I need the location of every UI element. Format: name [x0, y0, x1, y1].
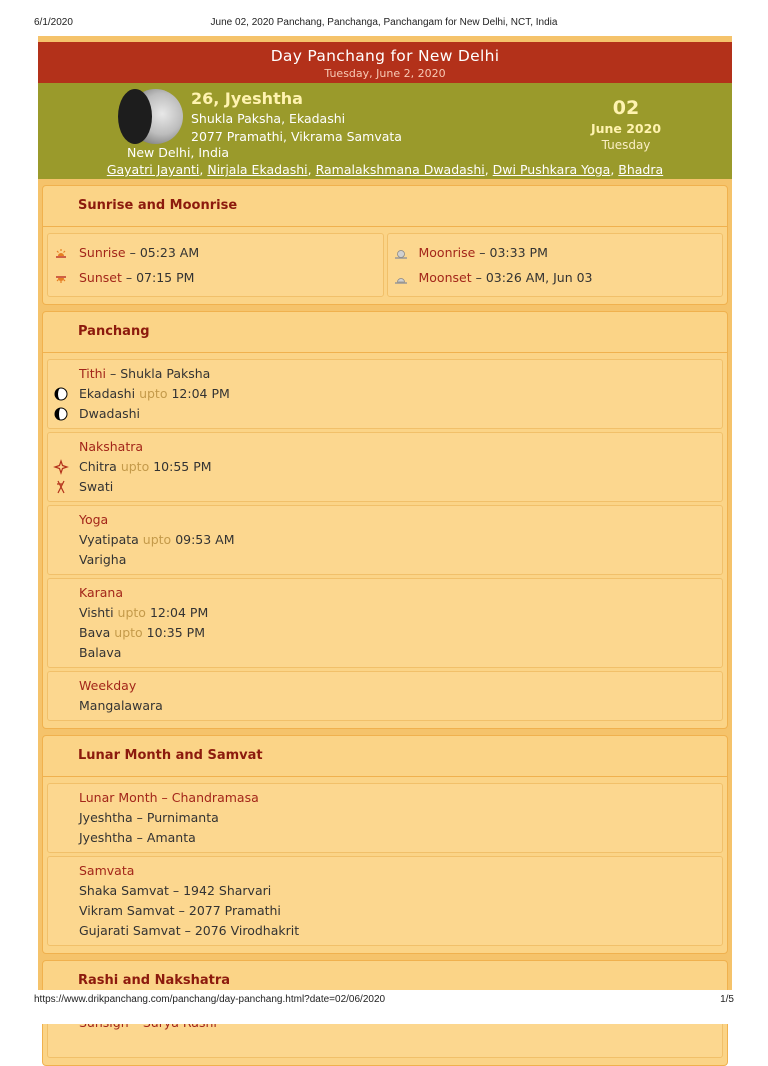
section-heading: Rashi and Nakshatra: [43, 961, 727, 1002]
panchang-card: [42, 311, 728, 729]
yoga-box: [47, 505, 723, 575]
spacer-row: [48, 1033, 722, 1053]
samvata-label: Samvata: [79, 863, 135, 878]
nakshatra-row: [48, 457, 722, 477]
title-band: [38, 42, 732, 83]
weekday-row: [48, 696, 722, 716]
gujarati-row: Gujarati Samvat – 2076 Virodhakrit: [79, 923, 300, 938]
festival-link[interactable]: Nirjala Ekadashi: [207, 162, 308, 177]
upto-text: upto: [117, 605, 146, 620]
summary-paksha: Shukla Paksha, Ekadashi: [191, 111, 346, 126]
karana-box: [47, 578, 723, 668]
vikram-row: Vikram Samvat – 2077 Pramathi: [79, 903, 281, 918]
nakshatra-box: [47, 432, 723, 502]
yoga-row: [48, 530, 722, 550]
karana-row: [48, 623, 722, 643]
moonset-row: Moonset – 03:26 AM, Jun 03: [388, 265, 723, 290]
samvata-box: [47, 856, 723, 946]
nakshatra-heading-row: [48, 437, 722, 457]
tithi-label: Tithi: [79, 366, 107, 381]
yoga-end-time: 09:53 AM: [175, 532, 235, 547]
purnimanta-label: Purnimanta: [146, 810, 219, 825]
yoga-name: Varigha: [79, 552, 127, 567]
yoga-row: [48, 550, 722, 570]
lunar-month-heading-row: Lunar Month – Chandramasa: [79, 790, 259, 805]
moonrise-time: 03:33 PM: [489, 245, 548, 260]
festival-link[interactable]: Ramalakshmana Dwadashi: [315, 162, 485, 177]
sunset-time: 07:15 PM: [136, 270, 195, 285]
moonset-time: 03:26 AM, Jun 03: [485, 270, 593, 285]
section-heading: Lunar Month and Samvat: [43, 736, 727, 777]
weekday-name: Mangalawara: [79, 698, 163, 713]
summary-samvata: 2077 Pramathi, Vikrama Samvata: [191, 129, 402, 144]
panchang-page: [38, 36, 732, 990]
sunrise-time: 05:23 AM: [139, 245, 200, 260]
karana-end-time: 10:35 PM: [146, 625, 205, 640]
festival-link[interactable]: Bhadra: [618, 162, 664, 177]
shaka-row: Shaka Samvat – 1942 Sharvari: [79, 883, 272, 898]
page-title: Day Panchang for New Delhi: [270, 47, 500, 65]
tithi-row: [48, 384, 722, 404]
nakshatra-end-time: 10:55 PM: [153, 459, 212, 474]
karana-name: Bava: [79, 625, 111, 640]
sunrise-row: Sunrise – 05:23 AM: [48, 240, 383, 265]
karana-end-time: 12:04 PM: [149, 605, 209, 620]
yoga-name: Vyatipata: [79, 532, 139, 547]
lunar-month-box: [47, 783, 723, 853]
lunar-month-label: Lunar Month: [79, 790, 158, 805]
sunset-row: Sunset – 07:15 PM: [48, 265, 383, 290]
nakshatra-label: Nakshatra: [79, 439, 144, 454]
summary-band: [38, 83, 732, 179]
sunrise-label: Sunrise: [79, 245, 126, 260]
summary-location: New Delhi, India: [127, 145, 230, 160]
section-heading: Sunrise and Moonrise: [43, 186, 727, 227]
vikram-value: 2077 Pramathi: [188, 903, 281, 918]
karana-row: [48, 603, 722, 623]
yoga-heading-row: [48, 510, 722, 530]
samvata-heading-row: [48, 861, 722, 881]
moon-box: [387, 233, 724, 297]
gujarati-label: Gujarati Samvat: [79, 923, 181, 938]
print-header: [0, 0, 768, 34]
festival-link[interactable]: Dwi Pushkara Yoga: [492, 162, 611, 177]
karana-row: [48, 643, 722, 663]
tithi-name: Ekadashi: [79, 386, 136, 401]
purnimanta-month: Jyeshtha: [79, 810, 133, 825]
sun-box: [47, 233, 384, 297]
moonset-label: Moonset: [418, 270, 472, 285]
print-footer: [0, 990, 768, 1024]
tithi-paksha: Shukla Paksha: [120, 366, 211, 381]
print-title: June 02, 2020 Panchang, Panchanga, Panchangam for New Delhi, NCT, India: [210, 17, 558, 28]
upto-text: upto: [142, 532, 172, 547]
moonset-icon: [394, 271, 408, 285]
crescent-moon-icon: [54, 407, 68, 421]
amanta-month: Jyeshtha: [79, 830, 133, 845]
tithi-row: [48, 404, 722, 424]
shaka-value: 1942 Sharvari: [183, 883, 272, 898]
weekday-heading-row: [48, 676, 722, 696]
amanta-row: Jyeshtha – Amanta: [79, 830, 196, 845]
karana-heading-row: [48, 583, 722, 603]
amanta-label: Amanta: [146, 830, 196, 845]
summary-tithi: 26, Jyeshtha: [191, 89, 303, 108]
upto-text: upto: [139, 386, 168, 401]
day-number: 02: [612, 97, 640, 119]
sunset-icon: [54, 271, 68, 285]
lunar-card: [42, 735, 728, 954]
festival-list: Gayatri Jayanti, Nirjala Ekadashi, Ramalakshmana Dwadashi, Dwi Pushkara Yoga, Bhadra: [106, 162, 664, 177]
weekday-box: [47, 671, 723, 721]
weekday: Tuesday: [601, 138, 651, 152]
month-year: June 2020: [590, 121, 662, 136]
print-date: 6/1/2020: [34, 17, 73, 28]
purnimanta-row: Jyeshtha – Purnimanta: [79, 810, 219, 825]
vikram-label: Vikram Samvat: [79, 903, 175, 918]
tithi-name: Dwadashi: [79, 406, 141, 421]
nakshatra-row: [48, 477, 722, 497]
page-number: 1/5: [720, 994, 734, 1005]
moonrise-icon: [394, 246, 408, 260]
sun-moon-columns: [47, 233, 723, 300]
section-heading: Panchang: [43, 312, 727, 353]
festival-link[interactable]: Gayatri Jayanti: [106, 162, 200, 177]
tithi-box: [47, 359, 723, 429]
weekday-label: Weekday: [79, 678, 137, 693]
gujarati-value: 2076 Virodhakrit: [194, 923, 300, 938]
page-date: Tuesday, June 2, 2020: [324, 67, 446, 80]
nakshatra-name: Chitra: [79, 459, 117, 474]
swati-symbol-icon: [54, 480, 68, 494]
sunrise-icon: [54, 246, 68, 260]
karana-name: Balava: [79, 645, 122, 660]
moonrise-row: Moonrise – 03:33 PM: [388, 240, 723, 265]
upto-text: upto: [120, 459, 150, 474]
moonrise-label: Moonrise: [418, 245, 476, 260]
star-icon: [54, 460, 68, 474]
print-url: https://www.drikpanchang.com/panchang/day-panchang.html?date=02/06/2020: [34, 994, 386, 1005]
upto-text: upto: [114, 625, 143, 640]
shaka-label: Shaka Samvat: [79, 883, 169, 898]
lunar-month-sub: Chandramasa: [171, 790, 259, 805]
moon-phase-icon: [128, 89, 183, 144]
karana-name: Vishti: [79, 605, 114, 620]
yoga-label: Yoga: [79, 512, 109, 527]
sunrise-card: [42, 185, 728, 305]
tithi-end-time: 12:04 PM: [171, 386, 230, 401]
crescent-moon-icon: [54, 387, 68, 401]
tithi-heading-row: Tithi – Shukla Paksha: [79, 366, 211, 381]
nakshatra-name: Swati: [79, 479, 114, 494]
sunset-label: Sunset: [79, 270, 122, 285]
karana-label: Karana: [79, 585, 124, 600]
